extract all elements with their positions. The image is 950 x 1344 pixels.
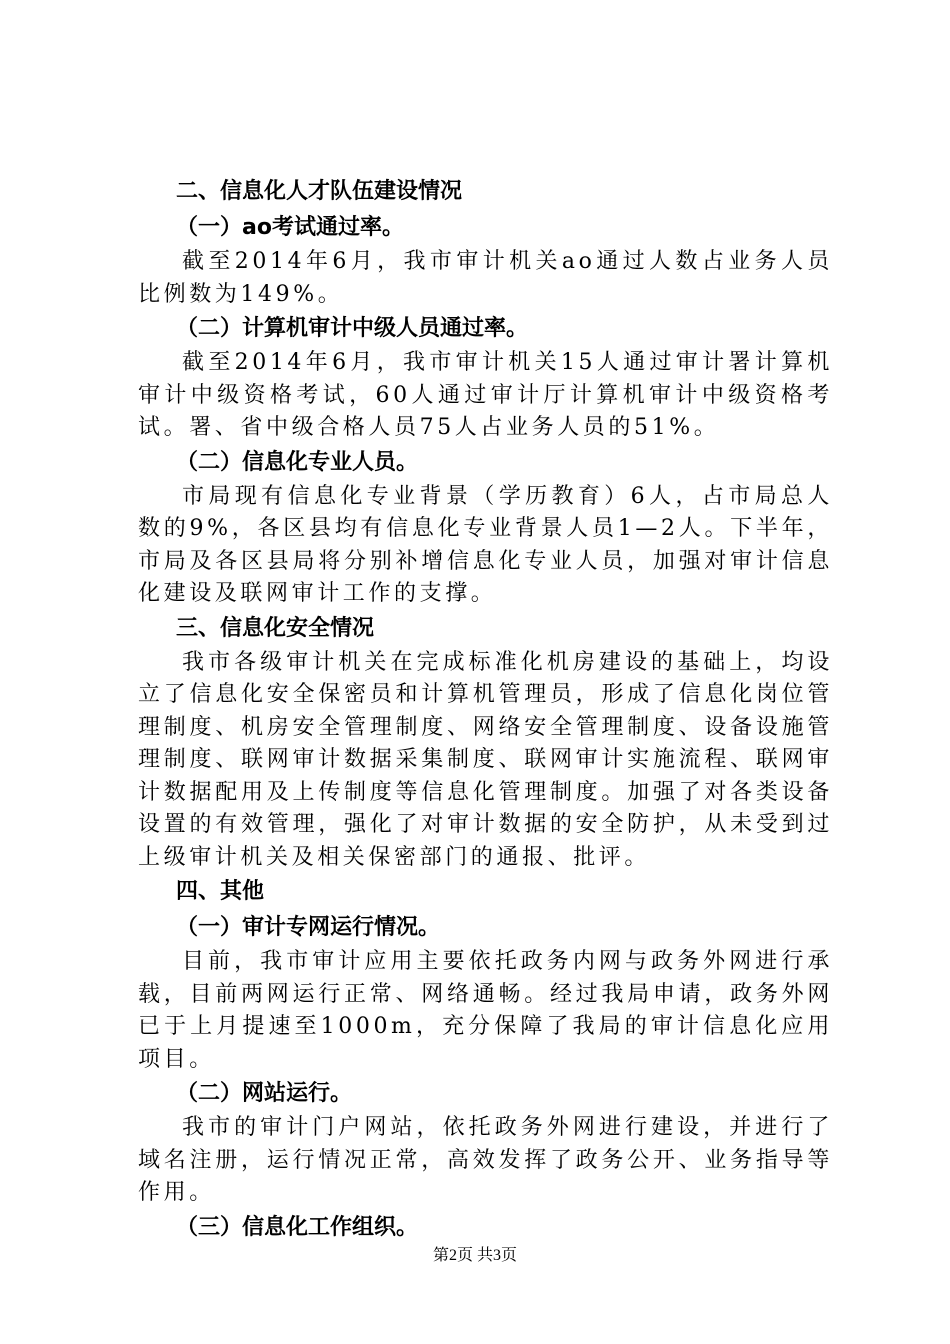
subsection-heading: （二）网站运行。 <box>176 1081 353 1106</box>
page-footer: 第2页 共3页 <box>432 1247 517 1264</box>
subsection-heading: （二）计算机审计中级人员通过率。 <box>176 316 529 341</box>
body-paragraph: 我市的审计门户网站，依托政务外网进行建设，并进行了域名注册，运行情况正常，高效发挥了政务公开、业务指导等作用。 <box>138 1115 833 1205</box>
body-paragraph: 我市各级审计机关在完成标准化机房建设的基础上，均设立了信息化安全保密员和计算机管理员，形成了信息化岗位管理制度、机房安全管理制度、网络安全管理制度、设备设施管理制度、联网审计数据采集制度、联网审计实施流程、联网审计数据配用及上传制度等信息化管理制度。加强了对各类设备设置的有效管理，强化了对审计数据的安全防护，从未受到过上级审计机关及相关保密部门的通报、批评。 <box>138 649 833 870</box>
section-heading: 四、其他 <box>176 879 265 904</box>
subsection-heading: （二）信息化专业人员。 <box>176 449 419 475</box>
document-body <box>138 174 833 1246</box>
subsection-heading: （一）ao考试通过率。 <box>176 215 404 240</box>
subsection-heading: （一）审计专网运行情况。 <box>176 915 441 940</box>
subsection-heading: （三）信息化工作组织。 <box>176 1214 419 1240</box>
body-paragraph: 市局现有信息化专业背景（学历教育）6人，占市局总人数的9%，各区县均有信息化专业背景人员1—2人。下半年，市局及各区县局将分别补增信息化专业人员，加强对审计信息化建设及联网审计工作的支撑。 <box>138 483 833 606</box>
section-heading: 二、信息化人才队伍建设情况 <box>176 179 463 204</box>
body-paragraph: 截至2014年6月，我市审计机关ao通过人数占业务人员比例数为149%。 <box>138 249 833 307</box>
section-heading: 三、信息化安全情况 <box>176 615 375 641</box>
body-paragraph: 截至2014年6月，我市审计机关15人通过审计署计算机审计中级资格考试，60人通过审计厅计算机审计中级资格考试。署、省中级合格人员75人占业务人员的51%。 <box>138 350 833 440</box>
body-paragraph: 目前，我市审计应用主要依托政务内网与政务外网进行承载，目前两网运行正常、网络通畅。经过我局申请，政务外网已于上月提速至1000m，充分保障了我局的审计信息化应用项目。 <box>138 949 833 1072</box>
